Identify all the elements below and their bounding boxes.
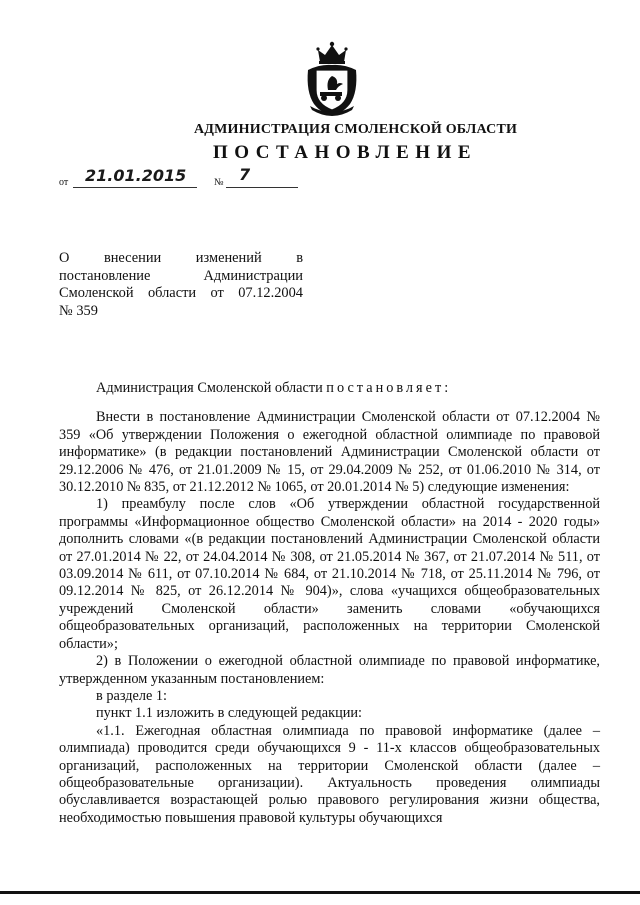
subject-line: постановление Администрации (59, 267, 303, 284)
handwritten-number: 7 (239, 165, 251, 184)
document-type-title: ПОСТАНОВЛЕНИЕ (213, 142, 478, 163)
intro-prefix: Администрация Смоленской области (96, 380, 327, 396)
body-paragraph: 2) в Положении о ежегодной областной олимпиаде по правовой информатике, утвержденном указанным постановлением: (59, 653, 600, 687)
page-bottom-rule (0, 891, 640, 894)
handwritten-date: 21.01.2015 (85, 166, 187, 185)
subject-line: О внесении изменений в (59, 250, 303, 266)
intro-spaced-word: постановляет: (326, 380, 452, 396)
smolensk-coat-of-arms-icon (300, 40, 364, 116)
body-paragraph: Внести в постановление Администрации Смоленской области от 07.12.2004 № 359 «Об утверждении Положения о ежегодной областной олимпиаде по правовой информатике» (в редакции постановлений Администрации Смоленской области от 29.12.2006 № 476, от 21.01.2009 № 15, от 29.04.2009 № 252, от 01.06.2010 № 314, от 30.12.2010 № 835, от 21.12.2012 № 1065, от 20.01.2014 № 5) следующие изменения: (59, 409, 600, 496)
document-body (59, 380, 600, 827)
number-underline (226, 187, 298, 188)
date-underline (73, 187, 197, 188)
document-subject (59, 250, 303, 320)
resolution-intro (59, 380, 600, 397)
body-paragraph: пункт 1.1 изложить в следующей редакции: (96, 705, 363, 722)
organization-name: АДМИНИСТРАЦИЯ СМОЛЕНСКОЙ ОБЛАСТИ (194, 122, 518, 137)
body-paragraph: 1) преамбулу после слов «Об утверждении областной государственной программы «Информационное общество Смоленской области» на 2014 - 2020 годы» дополнить словами «(в редакции постановлений Администрации Смоленской области от 27.01.2014 № 22, от 24.04.2014 № 308, от 21.05.2014 № 367, от 21.07.2014 № 511, от 03.09.2014 № 611, от 07.10.2014 № 684, от 21.10.2014 № 718, от 25.11.2014 № 796, от 09.12.2014 № 825, от 26.12.2014 № 904)», слова «учащихся общеобразовательных учреждений Смоленской области» заменить словами «обучающихся общеобразовательных организаций, расположенных на территории Смоленской области»; (59, 496, 600, 652)
date-from-label: от (59, 177, 69, 188)
date-number-line (59, 166, 319, 190)
subject-line: № 359 (59, 302, 98, 319)
body-paragraph: «1.1. Ежегодная областная олимпиада по правовой информатике (далее – олимпиада) проводится среди обучающихся 9 - 11-х классов общеобразовательных организаций, расположенных на территории Смоленской области (далее – общеобразовательные организации). Актуальность проведения олимпиады обуславливается возрастающей ролью правового регулирования жизни общества, необходимостью повышения правовой культуры обучающихся (59, 722, 600, 826)
subject-line: Смоленской области от 07.12.2004 (59, 285, 303, 302)
body-paragraph: в разделе 1: (96, 687, 168, 704)
number-label: № (214, 177, 224, 188)
